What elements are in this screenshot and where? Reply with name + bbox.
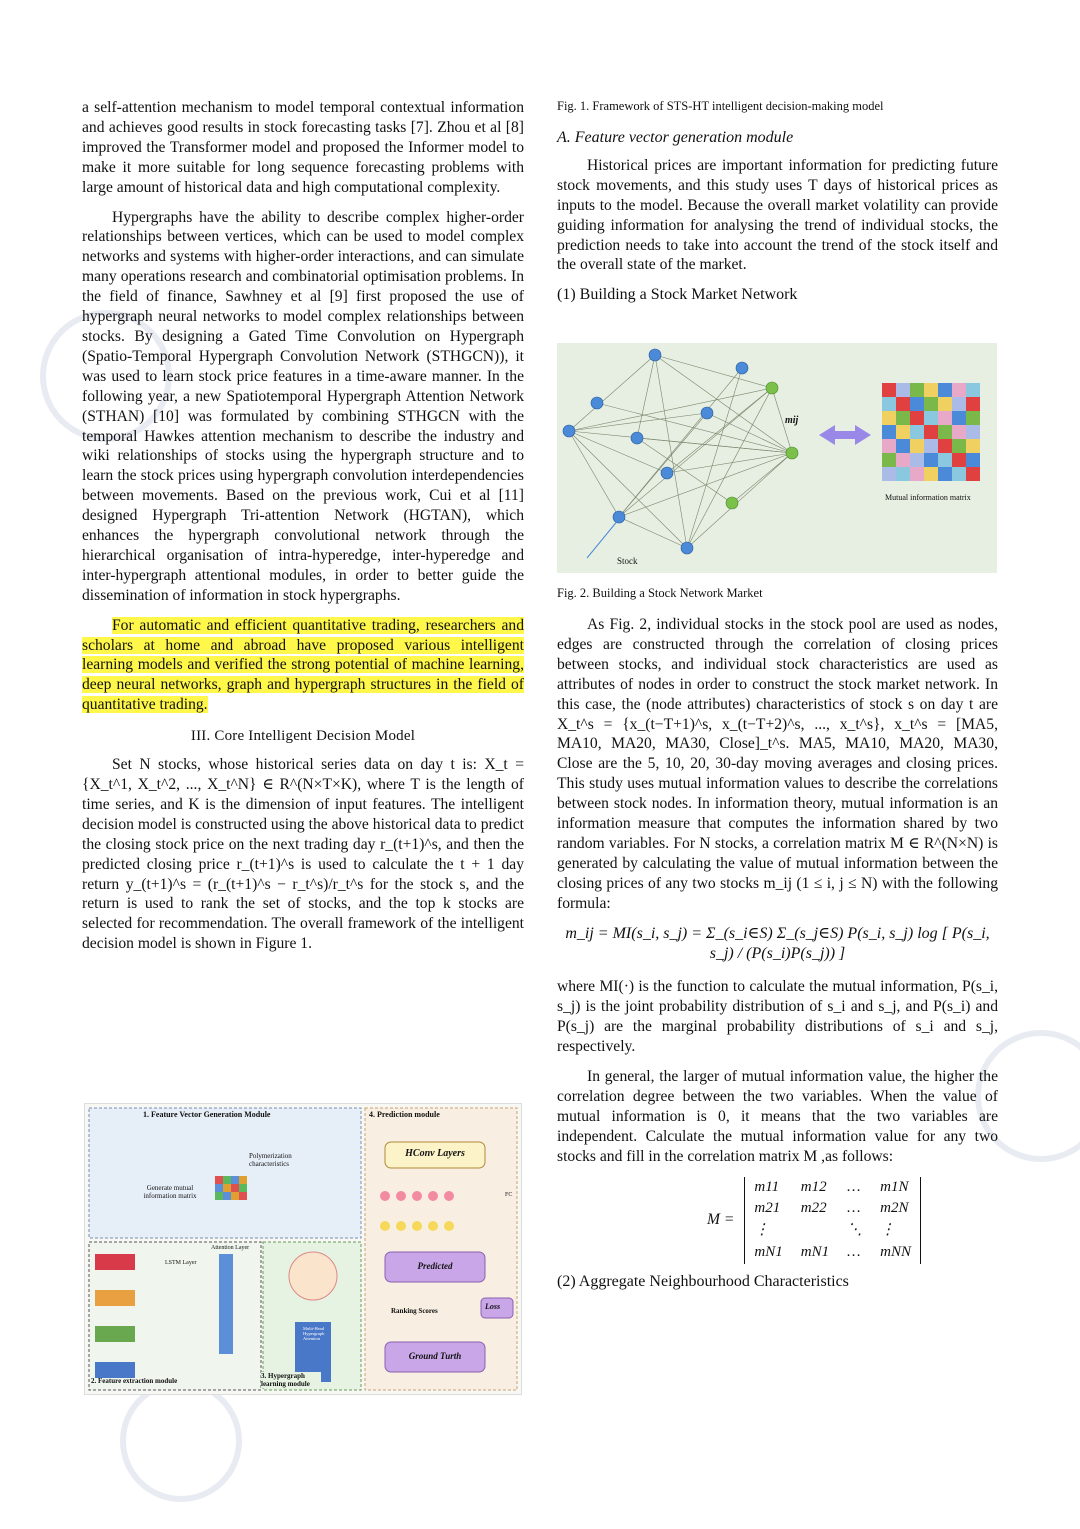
label-ranking: Ranking Scores: [391, 1307, 438, 1315]
label-mutual-information-matrix: Mutual information matrix: [885, 493, 971, 502]
paragraph: a self-attention mechanism to model temporal contextual information and achieves good results in stock forecasting tasks [7]. Zhou et al [8] improved the Transformer model and proposed the Informer model to make it more suitable for long sequence forecasting problems with large amount of historical data and high computational complexity.: [82, 99, 524, 196]
matrix-cell: …: [847, 1244, 861, 1261]
highlight: For automatic and efficient quantitative trading, researchers and scholars at home and abroad have proposed various intelligent learning models and verified the strong potential of machine learning, deep neural networks, graph and hypergraph structures in the field of quantitative trading.: [82, 616, 524, 714]
label-generate-mi: Generate mutual information matrix: [143, 1184, 197, 1200]
figure-2-caption: Fig. 2. Building a Stock Network Market: [557, 586, 763, 600]
matrix-cell: mNN: [880, 1244, 911, 1261]
correlation-matrix: [707, 1177, 998, 1265]
matrix-cell: mN1: [800, 1244, 830, 1261]
label-module-4: 4. Prediction module: [369, 1110, 440, 1119]
label-module-2: 2. Feature extraction module: [91, 1377, 178, 1385]
figure-1-framework: [84, 1103, 522, 1395]
paragraph: Historical prices are important information for predicting future stock movements, and this study uses T days of historical prices as inputs to the model. Because the overall market volatility can provide guiding information for analysing the trend of individual stocks, the prediction needs to take into account the trend of the stock itself and the overall state of the market.: [557, 156, 998, 274]
matrix-cell: ⋱: [847, 1222, 863, 1239]
label-module-1: 1. Feature Vector Generation Module: [143, 1110, 271, 1119]
matrix-row: [745, 1220, 921, 1242]
matrix-cell: ⋮: [754, 1222, 770, 1239]
right-column-lower: [557, 585, 998, 1300]
list-item-heading: (2) Aggregate Neighbourhood Characteristics: [557, 1273, 849, 1291]
matrix-cell: m12: [800, 1178, 827, 1195]
matrix-cell: ⋮: [880, 1222, 896, 1239]
matrix-row: [745, 1242, 921, 1264]
matrix-cell: [792, 1220, 838, 1242]
highlighted-paragraph: [82, 616, 524, 716]
figure-2-stock-network: [557, 343, 997, 573]
matrix-cell: m21: [754, 1200, 781, 1217]
label-module-3: 3. Hypergraph learning module: [261, 1372, 321, 1388]
matrix-cell: …: [847, 1200, 861, 1217]
left-column: [82, 98, 524, 964]
paragraph: where MI(·) is the function to calculate the mutual information, P(s_i, s_j) is the joint probability distribution of s_i and s_j, and P(s_i) and P(s_j) are the marginal probability distributions of s_i and s_j, respectively.: [557, 978, 998, 1056]
right-column: [557, 98, 998, 313]
matrix-cell: mN1: [754, 1244, 783, 1261]
label-lstm: LSTM Layer: [165, 1260, 197, 1266]
matrix-cell: m22: [800, 1200, 827, 1217]
paragraph: In general, the larger of mutual information value, the higher the correlation degree between the two variables. When the value of mutual information is 0, it means that the two variables are independent. Calculate the mutual information value for any two stocks and fill in the correlation matrix M ,as follows:: [557, 1068, 998, 1165]
matrix-cell: m2N: [880, 1200, 909, 1217]
matrix-cell: m1N: [880, 1178, 909, 1195]
section-heading: III. Core Intelligent Decision Model: [190, 728, 416, 745]
paragraph: As Fig. 2, individual stocks in the stock pool are used as nodes, edges are constructed through the correlation of closing prices between stocks, and individual stock characteristics are used as attributes of nodes in order to construct the stock market network. In this case, the (node attributes) characteristics of stock s on day t are X_t^s = {x_(t−T+1)^s, x_(t−T+2)^s, ..., x_t^s}, x_t^s = [MA5, MA10, MA20, MA30, Close]_t^s. MA5, MA10, MA20, MA30, Close are the 5, 10, 20, 30-day moving averages and closing prices. This study uses mutual information values to describe the correlations between stock nodes. In information theory, mutual information is an information measure that computes the information shared by two random variables. For N stocks, a correlation matrix M ∈ R^(N×N) is generated by calculating the value of mutual information between the closing prices of any two stocks m_ij (1 ≤ i, j ≤ N) with the following formula:: [557, 616, 998, 912]
matrix-row: [745, 1198, 921, 1220]
label-multi-head: Multi-Head Hypergraph Attention: [303, 1326, 325, 1341]
label-attention: Attention Layer: [211, 1245, 250, 1251]
watermark-seal: [120, 1380, 242, 1502]
label-hconv: HConv Layers: [405, 1148, 465, 1159]
paragraph: Hypergraphs have the ability to describe complex higher-order relationships between vertices, which can be used to model complex networks and systems with higher-order interactions, and can simulate many operations research and combinatorial optimisation problems. In the field of finance, Sawhney et al [9] first proposed the use of hypergraph neural networks to model complex relationships between stocks. By designing a Gated Time Convolution on Hypergraph (Spatio-Temporal Hypergraph Convolution Network (STHGCN)), it was used to learn stock price features in a time-aware manner. In the following year, a new Spatiotemporal Hypergraph Attention Network (STHAN) [10] was formulated by combining STHGCN with the temporal Hawkes attention mechanism to describe the industry and wiki relationships of stocks using the hypergraph structure and to learn the stock prices using hypergraph convolution interdependencies between movements. Based on the previous work, Cui et al [11] designed Hypergraph Tri-attention Network (HGTAN), which enhances the hypergraph convolutional network through the hierarchical organisation of intra-hyperedge, inter-hyperedge and inter-hypergraph attentional modules, in order to better guide the dissemination of information in stock hypergraphs.: [82, 208, 524, 604]
matrix-label: M =: [707, 1211, 735, 1229]
label-stock: Stock: [617, 556, 638, 566]
label-predicted: Predicted: [417, 1261, 453, 1271]
stock-network-diagram: [557, 343, 997, 573]
list-item-heading: (1) Building a Stock Market Network: [557, 286, 798, 304]
matrix-cell: …: [847, 1178, 861, 1195]
subsection-heading: A. Feature vector generation module: [557, 129, 794, 146]
label-polymerization: Polymerization characteristics: [249, 1152, 292, 1168]
label-mij: mij: [785, 415, 799, 426]
matrix-table: [744, 1177, 921, 1265]
paragraph: Set N stocks, whose historical series data on day t is: X_t = {X_t^1, X_t^2, ..., X_t^N} ∈ R^(N×T×K), where T is the length of time series, and K is the dimension of input features. The intelligent decision model is constructed using the above historical data to predict the closing stock price on the next trading day r_(t+1)^s, and then the predicted closing price r_(t+1)^s is used to calculate the t + 1 day return y_(t+1)^s = (r_(t+1)^s − r_t^s)/r_t^s for the stock s, and the return is used to rank the set of stocks, and the top k stocks are selected for recommendation. The overall framework of the intelligent decision model is shown in Figure 1.: [82, 756, 524, 953]
label-fc: FC: [505, 1192, 513, 1198]
label-ground-truth: Ground Turth: [408, 1351, 462, 1361]
equation-mutual-information: m_ij = MI(s_i, s_j) = Σ_(s_i∈S) Σ_(s_j∈S) P(s_i, s_j) log [ P(s_i, s_j) / (P(s_i)P(s_j)) ]: [565, 924, 990, 962]
figure-1-caption: Fig. 1. Framework of STS-HT intelligent decision-making model: [557, 99, 884, 113]
matrix-cell: m11: [754, 1178, 780, 1195]
label-loss: Loss: [485, 1302, 501, 1311]
matrix-row: [745, 1177, 921, 1199]
